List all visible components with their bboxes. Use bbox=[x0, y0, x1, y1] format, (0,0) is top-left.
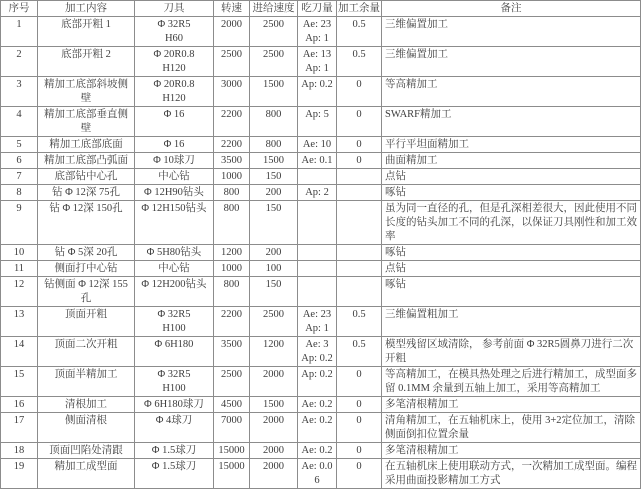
table-row bbox=[1, 443, 641, 459]
cell-depth: Ae: 13 Ap: 1 bbox=[298, 47, 337, 77]
cell-feed: 2000 bbox=[250, 413, 298, 443]
cell-allowance: 0 bbox=[337, 459, 382, 489]
cell-remark: 虽为同一直径的孔，但是孔深相差很大，因此使用不同长度的钻头加工不同的孔深，以保证刀具刚性和加工效率 bbox=[382, 201, 641, 245]
column-header-7: 备注 bbox=[382, 1, 641, 17]
cell-feed: 2500 bbox=[250, 17, 298, 47]
table-row bbox=[1, 337, 641, 367]
table-row bbox=[1, 397, 641, 413]
cell-tool: Φ 16 bbox=[135, 137, 214, 153]
cell-seq: 19 bbox=[1, 459, 38, 489]
cell-tool: 中心钻 bbox=[135, 261, 214, 277]
cell-tool: Φ 6H180 bbox=[135, 337, 214, 367]
cell-tool: Φ 16 bbox=[135, 107, 214, 137]
table-row bbox=[1, 17, 641, 47]
cell-depth: Ae: 0.06 bbox=[298, 459, 337, 489]
cell-feed: 1500 bbox=[250, 397, 298, 413]
cell-remark: SWARF精加工 bbox=[382, 107, 641, 137]
cell-seq: 3 bbox=[1, 77, 38, 107]
cell-speed: 2200 bbox=[214, 307, 250, 337]
cell-content: 清根加工 bbox=[38, 397, 135, 413]
cell-allowance: 0.5 bbox=[337, 17, 382, 47]
cell-remark: 多笔清根精加工 bbox=[382, 443, 641, 459]
cell-speed: 15000 bbox=[214, 443, 250, 459]
cell-tool: Φ 32R5 H100 bbox=[135, 367, 214, 397]
cell-speed: 2200 bbox=[214, 107, 250, 137]
cell-feed: 150 bbox=[250, 169, 298, 185]
cell-speed: 800 bbox=[214, 277, 250, 307]
table-row bbox=[1, 277, 641, 307]
cell-content: 侧面打中心钻 bbox=[38, 261, 135, 277]
cell-speed: 800 bbox=[214, 185, 250, 201]
cell-depth bbox=[298, 169, 337, 185]
cell-seq: 2 bbox=[1, 47, 38, 77]
cell-depth: Ae: 10 bbox=[298, 137, 337, 153]
cell-allowance bbox=[337, 201, 382, 245]
cell-feed: 2000 bbox=[250, 367, 298, 397]
cell-feed: 150 bbox=[250, 201, 298, 245]
table-row bbox=[1, 153, 641, 169]
cell-seq: 1 bbox=[1, 17, 38, 47]
table-row bbox=[1, 367, 641, 397]
cell-seq: 11 bbox=[1, 261, 38, 277]
cell-seq: 7 bbox=[1, 169, 38, 185]
cell-remark: 在五轴机床上使用联动方式，一次精加工成型面。编程采用曲面投影精加工方式 bbox=[382, 459, 641, 489]
table-row bbox=[1, 77, 641, 107]
table-row bbox=[1, 307, 641, 337]
cell-content: 底部钻中心孔 bbox=[38, 169, 135, 185]
cell-depth: Ae: 0.1 bbox=[298, 153, 337, 169]
cell-feed: 800 bbox=[250, 107, 298, 137]
cell-speed: 1000 bbox=[214, 261, 250, 277]
cell-tool: 中心钻 bbox=[135, 169, 214, 185]
cell-remark: 点钻 bbox=[382, 261, 641, 277]
cell-allowance: 0 bbox=[337, 107, 382, 137]
cell-remark: 三维偏置粗加工 bbox=[382, 307, 641, 337]
cell-speed: 3500 bbox=[214, 337, 250, 367]
cell-depth: Ae: 23 Ap: 1 bbox=[298, 307, 337, 337]
cell-feed: 150 bbox=[250, 277, 298, 307]
cell-seq: 8 bbox=[1, 185, 38, 201]
cell-seq: 5 bbox=[1, 137, 38, 153]
cell-feed: 1500 bbox=[250, 77, 298, 107]
cell-seq: 14 bbox=[1, 337, 38, 367]
cell-allowance: 0.5 bbox=[337, 307, 382, 337]
cell-remark: 啄钻 bbox=[382, 245, 641, 261]
cell-feed: 2000 bbox=[250, 443, 298, 459]
column-header-4: 进给速度 bbox=[250, 1, 298, 17]
cell-content: 顶面开粗 bbox=[38, 307, 135, 337]
cell-feed: 100 bbox=[250, 261, 298, 277]
cell-allowance bbox=[337, 261, 382, 277]
cell-tool: Φ 4球刀 bbox=[135, 413, 214, 443]
cell-seq: 12 bbox=[1, 277, 38, 307]
cell-tool: Φ 1.5球刀 bbox=[135, 459, 214, 489]
cell-allowance: 0 bbox=[337, 77, 382, 107]
column-header-2: 刀具 bbox=[135, 1, 214, 17]
cell-tool: Φ 1.5球刀 bbox=[135, 443, 214, 459]
cell-allowance: 0.5 bbox=[337, 47, 382, 77]
column-header-3: 转速 bbox=[214, 1, 250, 17]
cell-tool: Φ 10球刀 bbox=[135, 153, 214, 169]
cell-content: 钻 Φ 5深 20孔 bbox=[38, 245, 135, 261]
cell-remark: 等高精加工，在模具热处理之后进行精加工，成型面多留 0.1MM 余量到五轴上加工，采用等高精加工 bbox=[382, 367, 641, 397]
cell-feed: 2500 bbox=[250, 307, 298, 337]
cell-seq: 18 bbox=[1, 443, 38, 459]
cell-content: 精加工底部斜坡侧壁 bbox=[38, 77, 135, 107]
cell-remark: 多笔清根精加工 bbox=[382, 397, 641, 413]
cell-content: 精加工底部凸弧面 bbox=[38, 153, 135, 169]
cell-depth bbox=[298, 201, 337, 245]
cell-depth: Ae: 0.2 bbox=[298, 443, 337, 459]
cell-speed: 15000 bbox=[214, 459, 250, 489]
table-row bbox=[1, 137, 641, 153]
cell-content: 侧面清根 bbox=[38, 413, 135, 443]
cell-remark: 点钻 bbox=[382, 169, 641, 185]
cell-tool: Φ 5H80钻头 bbox=[135, 245, 214, 261]
cell-seq: 9 bbox=[1, 201, 38, 245]
table-row bbox=[1, 107, 641, 137]
cell-depth: Ap: 0.2 bbox=[298, 77, 337, 107]
table-row bbox=[1, 169, 641, 185]
cell-remark: 清角精加工，在五轴机床上，使用 3+2定位加工，清除侧面倒扣位置余量 bbox=[382, 413, 641, 443]
cell-speed: 2200 bbox=[214, 137, 250, 153]
table-row bbox=[1, 413, 641, 443]
table-row bbox=[1, 459, 641, 489]
cell-tool: Φ 20R0.8 H120 bbox=[135, 77, 214, 107]
cell-tool: Φ 20R0.8 H120 bbox=[135, 47, 214, 77]
cell-content: 底部开粗 1 bbox=[38, 17, 135, 47]
table-row bbox=[1, 201, 641, 245]
cell-content: 钻 Φ 12深 150孔 bbox=[38, 201, 135, 245]
cell-depth: Ap: 2 bbox=[298, 185, 337, 201]
cell-content: 精加工底部底面 bbox=[38, 137, 135, 153]
cell-allowance: 0 bbox=[337, 397, 382, 413]
cell-content: 精加工底部垂直侧壁 bbox=[38, 107, 135, 137]
cell-seq: 16 bbox=[1, 397, 38, 413]
table-row bbox=[1, 47, 641, 77]
cell-feed: 1500 bbox=[250, 153, 298, 169]
cell-speed: 3000 bbox=[214, 77, 250, 107]
cell-speed: 7000 bbox=[214, 413, 250, 443]
cell-allowance bbox=[337, 277, 382, 307]
cell-tool: Φ 6H180球刀 bbox=[135, 397, 214, 413]
cell-tool: Φ 32R5 H100 bbox=[135, 307, 214, 337]
cell-feed: 800 bbox=[250, 137, 298, 153]
cell-depth: Ae: 0.2 bbox=[298, 397, 337, 413]
column-header-5: 吃刀量 bbox=[298, 1, 337, 17]
cell-remark: 啄钻 bbox=[382, 277, 641, 307]
cell-allowance: 0 bbox=[337, 367, 382, 397]
cell-allowance: 0 bbox=[337, 443, 382, 459]
table-row bbox=[1, 261, 641, 277]
cell-content: 顶面二次开粗 bbox=[38, 337, 135, 367]
cell-remark: 曲面精加工 bbox=[382, 153, 641, 169]
cell-allowance bbox=[337, 245, 382, 261]
cell-depth bbox=[298, 277, 337, 307]
column-header-1: 加工内容 bbox=[38, 1, 135, 17]
cell-allowance bbox=[337, 169, 382, 185]
cell-depth bbox=[298, 245, 337, 261]
cell-speed: 1200 bbox=[214, 245, 250, 261]
cell-depth: Ae: 0.2 bbox=[298, 413, 337, 443]
cell-remark: 等高精加工 bbox=[382, 77, 641, 107]
cell-tool: Φ 12H150钻头 bbox=[135, 201, 214, 245]
cell-content: 精加工成型面 bbox=[38, 459, 135, 489]
cell-depth: Ap: 0.2 bbox=[298, 367, 337, 397]
cell-tool: Φ 12H90钻头 bbox=[135, 185, 214, 201]
cell-depth: Ae: 3 Ap: 0.2 bbox=[298, 337, 337, 367]
table-row bbox=[1, 245, 641, 261]
cell-speed: 4500 bbox=[214, 397, 250, 413]
cell-seq: 13 bbox=[1, 307, 38, 337]
cell-tool: Φ 12H200钻头 bbox=[135, 277, 214, 307]
column-header-6: 加工余量 bbox=[337, 1, 382, 17]
cell-feed: 200 bbox=[250, 185, 298, 201]
header-row bbox=[1, 1, 641, 17]
cell-content: 钻 Φ 12深 75孔 bbox=[38, 185, 135, 201]
cell-seq: 10 bbox=[1, 245, 38, 261]
cell-speed: 2000 bbox=[214, 17, 250, 47]
cell-allowance: 0.5 bbox=[337, 337, 382, 367]
cell-seq: 4 bbox=[1, 107, 38, 137]
cell-remark: 三维偏置加工 bbox=[382, 47, 641, 77]
cell-remark: 啄钻 bbox=[382, 185, 641, 201]
cell-remark: 平行平坦面精加工 bbox=[382, 137, 641, 153]
cell-speed: 800 bbox=[214, 201, 250, 245]
cell-allowance: 0 bbox=[337, 413, 382, 443]
cell-feed: 2000 bbox=[250, 459, 298, 489]
cell-speed: 2500 bbox=[214, 367, 250, 397]
cell-content: 底部开粗 2 bbox=[38, 47, 135, 77]
cell-tool: Φ 32R5 H60 bbox=[135, 17, 214, 47]
cell-speed: 2500 bbox=[214, 47, 250, 77]
cell-allowance: 0 bbox=[337, 137, 382, 153]
cell-depth: Ae: 23 Ap: 1 bbox=[298, 17, 337, 47]
cell-remark: 模型残留区域清除， 参考前面 Φ 32R5圆鼻刀进行二次开粗 bbox=[382, 337, 641, 367]
cell-content: 顶面半精加工 bbox=[38, 367, 135, 397]
cell-seq: 6 bbox=[1, 153, 38, 169]
cell-content: 顶面凹陷处清跟 bbox=[38, 443, 135, 459]
column-header-0: 序号 bbox=[1, 1, 38, 17]
cell-remark: 三维偏置加工 bbox=[382, 17, 641, 47]
cell-depth: Ap: 5 bbox=[298, 107, 337, 137]
cell-feed: 2500 bbox=[250, 47, 298, 77]
cell-seq: 17 bbox=[1, 413, 38, 443]
table-body bbox=[1, 17, 641, 489]
cell-seq: 15 bbox=[1, 367, 38, 397]
cell-content: 钻侧面 Φ 12深 155孔 bbox=[38, 277, 135, 307]
cell-depth bbox=[298, 261, 337, 277]
cell-feed: 200 bbox=[250, 245, 298, 261]
cell-speed: 1000 bbox=[214, 169, 250, 185]
cell-allowance: 0 bbox=[337, 153, 382, 169]
cell-speed: 3500 bbox=[214, 153, 250, 169]
cell-allowance bbox=[337, 185, 382, 201]
table-header bbox=[1, 1, 641, 17]
table-row bbox=[1, 185, 641, 201]
cell-feed: 1200 bbox=[250, 337, 298, 367]
